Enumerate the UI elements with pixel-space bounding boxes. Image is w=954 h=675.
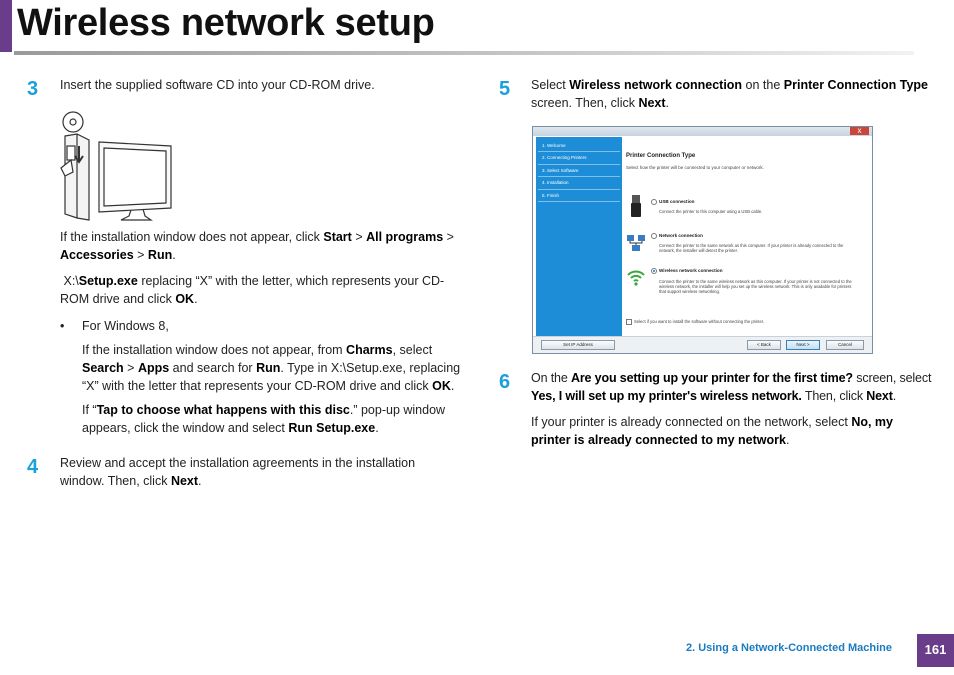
installer-sidebar (536, 137, 622, 337)
page-number-badge: 161 (917, 634, 954, 667)
install-without-connecting-checkbox[interactable] (626, 319, 632, 325)
wireless-connection-desc: Connect the printer to the same wireless network as this computer. If your printer is not connected to the wireless network, the installer will help you set up the wireless network. This is only available for printers that support wireless networking. (659, 279, 852, 294)
cd-insert-illustration (59, 106, 177, 224)
step-5-text: Select Wireless network connection on the Printer Connection Type screen. Then, click Next. (531, 78, 929, 110)
sidebar-item-installation: 4. Installation (542, 180, 569, 185)
page-title: Wireless network setup (17, 2, 435, 44)
step-3-text: Insert the supplied software CD into your CD-ROM drive. (60, 78, 375, 92)
wireless-connection-radio[interactable] (651, 268, 657, 274)
network-icon (626, 233, 646, 253)
wireless-connection-label: Wireless network connection (659, 268, 723, 273)
installer-window-screenshot (532, 126, 873, 354)
sidebar-item-finish: 5. Finish (542, 193, 560, 198)
usb-icon (629, 195, 643, 219)
install-without-connecting-label: Select if you want to install the software without connecting the printer. (634, 319, 765, 324)
cancel-button[interactable]: Cancel (826, 340, 864, 350)
usb-connection-desc: Connect the printer to this computer using a USB cable. (659, 209, 763, 214)
set-ip-address-button[interactable]: Set IP Address (541, 340, 615, 350)
step-6-paragraph-1: On the Are you setting up your printer for the first time? screen, select Yes, I will set up my printer's wireless network. Then, click Next. (531, 371, 932, 403)
back-button[interactable]: < Back (747, 340, 781, 350)
step-6-number: 6 (499, 371, 511, 393)
network-connection-radio[interactable] (651, 233, 657, 239)
windows-8-paragraph: If the installation window does not appear, from Charms, select Search > Apps and search for Run. Type in X:\Setup.exe, replacing “X” with the letter that represents your CD-ROM drive and click OK. (82, 343, 461, 393)
wifi-icon (626, 267, 646, 287)
sidebar-divider (538, 189, 620, 190)
usb-connection-radio[interactable] (651, 199, 657, 205)
bullet-windows-8: For Windows 8, (82, 319, 169, 333)
title-underline (14, 51, 914, 55)
sidebar-item-connecting-printers: 2. Connecting Printers (542, 155, 587, 160)
title-accent-bar (0, 0, 12, 52)
step-4-text: Review and accept the installation agreements in the installation window. Then, click Next. (60, 456, 416, 488)
usb-connection-label: USB connection (659, 199, 695, 204)
sidebar-divider (538, 151, 620, 152)
next-button[interactable]: Next > (786, 340, 820, 350)
tap-to-choose-paragraph: If “Tap to choose what happens with this disc.” pop-up window appears, click the window and select Run Setup.exe. (82, 403, 446, 435)
sidebar-divider (538, 176, 620, 177)
sidebar-divider (538, 201, 620, 202)
step-5-number: 5 (499, 78, 511, 100)
step-3-number: 3 (27, 78, 39, 100)
step-4-number: 4 (27, 456, 39, 478)
sidebar-divider (538, 164, 620, 165)
sidebar-item-select-software: 3. Select Software (542, 168, 579, 173)
installer-heading: Printer Connection Type (626, 153, 696, 159)
sidebar-item-welcome: 1. Welcome (542, 143, 566, 148)
installer-button-bar (533, 336, 872, 353)
step-3-paragraph-1: If the installation window does not appear, click Start > All programs > Accessories > Run. (60, 230, 454, 262)
step-3-paragraph-2: X:\Setup.exe replacing “X” with the letter, which represents your CD-ROM drive and click OK. (60, 274, 445, 306)
network-connection-label: Network connection (659, 233, 703, 238)
network-connection-desc: Connect the printer to the same network as this computer. If your printer is already connected to the network, the installer will detect the printer. (659, 243, 844, 253)
footer-chapter-link[interactable]: 2. Using a Network-Connected Machine (686, 642, 892, 654)
step-6-paragraph-2: If your printer is already connected on the network, select No, my printer is already connected to my network. (531, 415, 893, 447)
installer-title-bar (533, 127, 872, 136)
installer-close-button[interactable]: x (850, 127, 869, 135)
installer-subheading: Select how the printer will be connected to your computer or network. (626, 165, 764, 170)
bullet-mark: • (60, 319, 65, 333)
